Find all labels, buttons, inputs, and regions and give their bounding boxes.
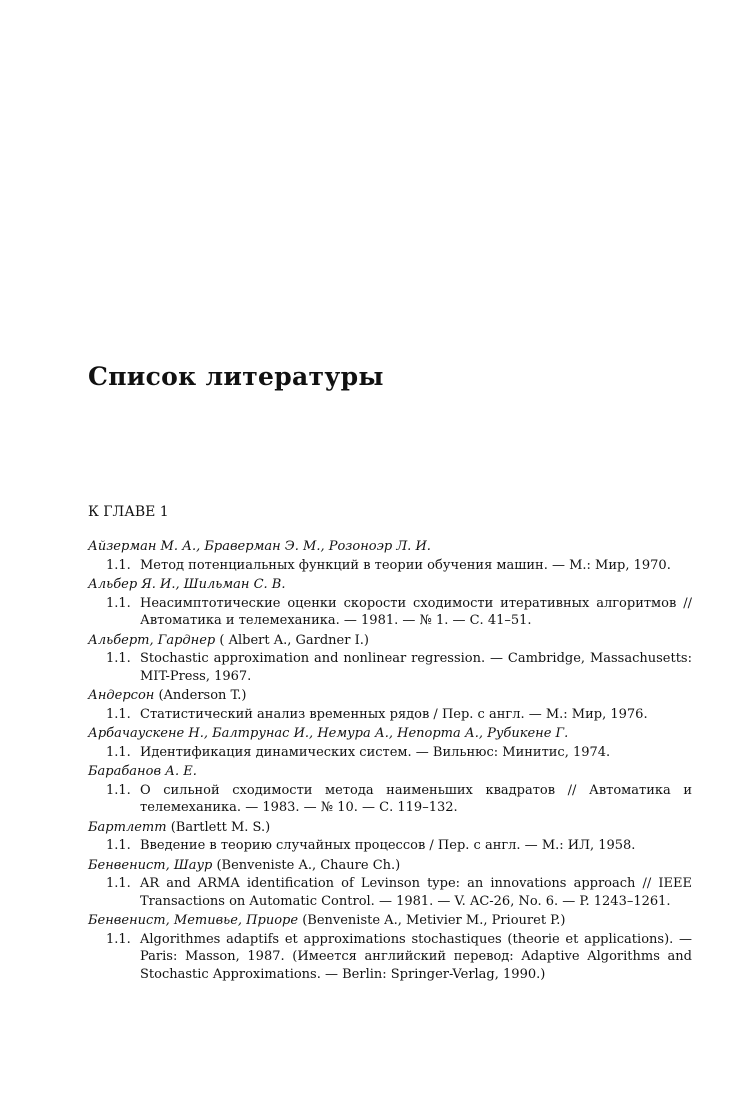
reference-entry <box>88 632 692 686</box>
reference-authors-line <box>88 687 692 705</box>
reference-item <box>88 875 692 910</box>
reference-item <box>88 744 692 762</box>
reference-text: Algorithmes adaptifs et approximations stochastiques (theorie et applications). — Paris: Masson, 1987. (Имеется английский перевод: Adaptive Algorithms and Stochastic Approximations. — Berlin: Springer-Verlag, 1990.) <box>140 931 692 982</box>
reference-text: Метод потенциальных функций в теории обучения машин. — М.: Мир, 1970. <box>140 557 671 573</box>
reference-authors: Барабанов А. Е. <box>88 764 197 779</box>
reference-authors: Альбер Я. И., Шильман С. В. <box>88 577 286 592</box>
reference-text: Stochastic approximation and nonlinear regression. — Cambridge, Massachusetts: MIT-Press, 1967. <box>140 651 692 684</box>
reference-text: Неасимптотические оценки скорости сходимости итеративных алгоритмов // Автоматика и телемеханика. — 1981. — № 1. — С. 41–51. <box>140 595 692 628</box>
reference-authors-line <box>88 857 692 875</box>
reference-text: Статистический анализ временных рядов / Пер. с англ. — М.: Мир, 1976. <box>140 706 648 722</box>
reference-entry <box>88 819 692 855</box>
reference-item <box>88 650 692 685</box>
reference-text: Идентификация динамических систем. — Вильнюс: Минитис, 1974. <box>140 744 611 760</box>
reference-text: О сильной сходимости метода наименьших квадратов // Автоматика и телемеханика. — 1983. — № 10. — С. 119–132. <box>140 782 692 815</box>
reference-number: 1.1. <box>106 557 131 573</box>
reference-item <box>88 837 692 855</box>
reference-authors-original: (Bartlett M. S.) <box>166 819 271 835</box>
reference-authors: Альберт, Гарднер <box>88 632 216 648</box>
reference-authors-original: ( Albert A., Gardner I.) <box>215 632 369 648</box>
reference-authors-line <box>88 576 692 594</box>
reference-item <box>88 595 692 630</box>
reference-item <box>88 782 692 817</box>
reference-authors: Бенвенист, Шаур <box>88 857 213 873</box>
reference-entry <box>88 912 692 983</box>
reference-authors: Бартлетт <box>88 819 167 835</box>
reference-number: 1.1. <box>106 651 131 666</box>
reference-authors: Бенвенист, Метивье, Приоре <box>88 913 299 928</box>
reference-authors: Айзерман М. А., Браверман Э. М., Розоноэр Л. И. <box>88 539 431 554</box>
reference-item <box>88 931 692 984</box>
reference-entry <box>88 857 692 911</box>
reference-authors-original: (Benveniste A., Metivier M., Priouret P.) <box>298 913 566 928</box>
reference-authors: Андерсон <box>88 688 155 703</box>
reference-authors: Арбачаускене Н., Балтрунас И., Немура А., Непорта А., Рубикене Г. <box>88 726 569 741</box>
reference-authors-line <box>88 725 692 743</box>
reference-number: 1.1. <box>106 782 131 798</box>
reference-entry <box>88 725 692 761</box>
reference-authors-original: (Benveniste A., Chaure Ch.) <box>212 857 401 873</box>
reference-authors-line <box>88 912 692 930</box>
reference-list <box>88 538 692 985</box>
reference-item <box>88 706 692 724</box>
reference-number: 1.1. <box>106 706 131 722</box>
reference-authors-line <box>88 632 692 650</box>
page-title: Список литературы <box>88 362 384 391</box>
reference-number: 1.1. <box>106 838 131 853</box>
reference-authors-line <box>88 763 692 781</box>
section-heading: К ГЛАВЕ 1 <box>88 504 169 520</box>
reference-number: 1.1. <box>106 744 131 760</box>
reference-number: 1.1. <box>106 595 131 611</box>
reference-authors-line <box>88 538 692 556</box>
reference-item <box>88 557 692 575</box>
reference-authors-original: (Anderson T.) <box>154 688 247 703</box>
reference-entry <box>88 763 692 817</box>
reference-number: 1.1. <box>106 931 131 947</box>
reference-entry <box>88 538 692 574</box>
reference-number: 1.1. <box>106 876 131 891</box>
reference-text: AR and ARMA identification of Levinson type: an innovations approach // IEEE Transactions on Automatic Control. — 1981. — V. AC-26, No. 6. — P. 1243–1261. <box>140 876 692 909</box>
reference-entry <box>88 687 692 723</box>
reference-authors-line <box>88 819 692 837</box>
reference-text: Введение в теорию случайных процессов / Пер. с англ. — М.: ИЛ, 1958. <box>140 838 636 853</box>
reference-entry <box>88 576 692 630</box>
